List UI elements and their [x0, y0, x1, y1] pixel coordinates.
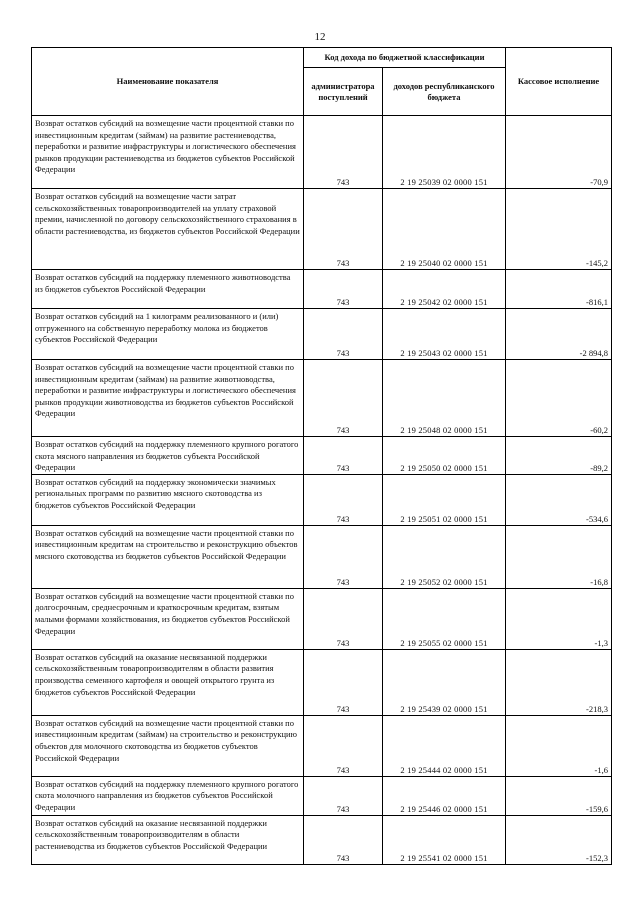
budget-table	[31, 47, 612, 865]
code-group-header: Код дохода по бюджетной классификации	[304, 48, 506, 68]
row-admin-code-cell: 743	[304, 776, 383, 815]
row-admin-code-cell: 743	[304, 270, 383, 309]
table-row	[32, 715, 612, 776]
table-row	[32, 309, 612, 360]
table-row	[32, 474, 612, 525]
row-name-cell: Возврат остатков субсидий на возмещение части процентной ставки по инвестиционным кредитам (займам) на строительство и реконструкцию объектов для молочного скотоводства из бюджетов субъектов Российской Федерации	[32, 715, 304, 776]
row-revenue-code-cell: 2 19 25039 02 0000 151	[383, 116, 506, 189]
table-body	[32, 116, 612, 865]
row-admin-code-cell: 743	[304, 649, 383, 715]
row-amount-cell: -60,2	[506, 360, 612, 437]
row-revenue-code-cell: 2 19 25048 02 0000 151	[383, 360, 506, 437]
row-name-cell: Возврат остатков субсидий на 1 килограмм реализованного и (или) отгруженного на собственную переработку молока из бюджетов субъектов Российской Федерации	[32, 309, 304, 360]
row-admin-code-cell: 743	[304, 189, 383, 270]
table-row	[32, 649, 612, 715]
row-name-cell: Возврат остатков субсидий на поддержку племенного крупного рогатого скота молочного направления из бюджетов субъектов Российской Федерации	[32, 776, 304, 815]
amount-column-header: Кассовое исполнение	[506, 48, 612, 116]
row-admin-code-cell: 743	[304, 437, 383, 475]
table-row	[32, 588, 612, 649]
row-admin-code-cell: 743	[304, 474, 383, 525]
row-amount-cell: -1,6	[506, 715, 612, 776]
row-amount-cell: -159,6	[506, 776, 612, 815]
table-row	[32, 270, 612, 309]
row-name-cell: Возврат остатков субсидий на возмещение части процентной ставки по долгосрочным, среднесрочным и краткосрочным кредитам, взятым малыми формами хозяйствования, из бюджетов субъектов Российской Федерации	[32, 588, 304, 649]
revenue-code-column-header: доходов республиканского бюджета	[383, 68, 506, 116]
row-amount-cell: -70,9	[506, 116, 612, 189]
row-amount-cell: -16,8	[506, 525, 612, 588]
row-admin-code-cell: 743	[304, 525, 383, 588]
row-name-cell: Возврат остатков субсидий на поддержку экономически значимых региональных программ по развитию мясного скотоводства из бюджетов субъектов Российской Федерации	[32, 474, 304, 525]
row-revenue-code-cell: 2 19 25052 02 0000 151	[383, 525, 506, 588]
row-revenue-code-cell: 2 19 25051 02 0000 151	[383, 474, 506, 525]
row-amount-cell: -218,3	[506, 649, 612, 715]
row-revenue-code-cell: 2 19 25541 02 0000 151	[383, 815, 506, 864]
row-admin-code-cell: 743	[304, 360, 383, 437]
row-admin-code-cell: 743	[304, 116, 383, 189]
row-admin-code-cell: 743	[304, 309, 383, 360]
row-name-cell: Возврат остатков субсидий на возмещение части процентной ставки по инвестиционным кредитам на строительство и реконструкцию объектов мясного скотоводства из бюджетов субъектов Российской Федерации	[32, 525, 304, 588]
row-name-cell: Возврат остатков субсидий на поддержку племенного животноводства из бюджетов субъектов Российской Федерации	[32, 270, 304, 309]
table-row	[32, 189, 612, 270]
row-name-cell: Возврат остатков субсидий на возмещение части процентной ставки по инвестиционным кредитам (займам) на развитие растениеводства, переработки и развитие инфраструктуры и логистического обеспечения рынков продукции растениеводства из бюджетов субъектов Российской Федерации	[32, 116, 304, 189]
row-amount-cell: -2 894,8	[506, 309, 612, 360]
admin-column-header: администратора поступлений	[304, 68, 383, 116]
row-revenue-code-cell: 2 19 25444 02 0000 151	[383, 715, 506, 776]
row-revenue-code-cell: 2 19 25055 02 0000 151	[383, 588, 506, 649]
table-row	[32, 776, 612, 815]
row-revenue-code-cell: 2 19 25040 02 0000 151	[383, 189, 506, 270]
row-name-cell: Возврат остатков субсидий на возмещение части затрат сельскохозяйственных товаропроизводителей на уплату страховой премии, начисленной по договору сельскохозяйственного страхования в области растениеводства, из бюджетов субъектов Российской Федерации	[32, 189, 304, 270]
row-name-cell: Возврат остатков субсидий на поддержку племенного крупного рогатого скота мясного направления из бюджетов субъекта Российской Федерации	[32, 437, 304, 475]
table-row	[32, 437, 612, 475]
row-name-cell: Возврат остатков субсидий на оказание несвязанной поддержки сельскохозяйственным товаропроизводителям в области развития производства семенного картофеля и овощей открытого грунта из бюджетов субъектов Российской Федерации	[32, 649, 304, 715]
table-row	[32, 360, 612, 437]
row-name-cell: Возврат остатков субсидий на возмещение части процентной ставки по инвестиционным кредитам (займам) на развитие животноводства, переработки и развитие инфраструктуры и логистического обеспечения рынков продукции животноводства из бюджетов субъектов Российской Федерации	[32, 360, 304, 437]
row-revenue-code-cell: 2 19 25446 02 0000 151	[383, 776, 506, 815]
row-revenue-code-cell: 2 19 25050 02 0000 151	[383, 437, 506, 475]
table-row	[32, 116, 612, 189]
row-revenue-code-cell: 2 19 25439 02 0000 151	[383, 649, 506, 715]
row-amount-cell: -816,1	[506, 270, 612, 309]
row-revenue-code-cell: 2 19 25043 02 0000 151	[383, 309, 506, 360]
name-column-header: Наименование показателя	[32, 48, 304, 116]
row-amount-cell: -534,6	[506, 474, 612, 525]
row-name-cell: Возврат остатков субсидий на оказание несвязанной поддержки сельскохозяйственным товаропроизводителям в области растениеводства из бюджетов субъектов Российской Федерации	[32, 815, 304, 864]
row-admin-code-cell: 743	[304, 588, 383, 649]
row-revenue-code-cell: 2 19 25042 02 0000 151	[383, 270, 506, 309]
table-row	[32, 525, 612, 588]
table-row	[32, 815, 612, 864]
row-amount-cell: -1,3	[506, 588, 612, 649]
row-admin-code-cell: 743	[304, 715, 383, 776]
row-amount-cell: -145,2	[506, 189, 612, 270]
row-amount-cell: -152,3	[506, 815, 612, 864]
page-number: 12	[314, 31, 326, 43]
row-amount-cell: -89,2	[506, 437, 612, 475]
row-admin-code-cell: 743	[304, 815, 383, 864]
